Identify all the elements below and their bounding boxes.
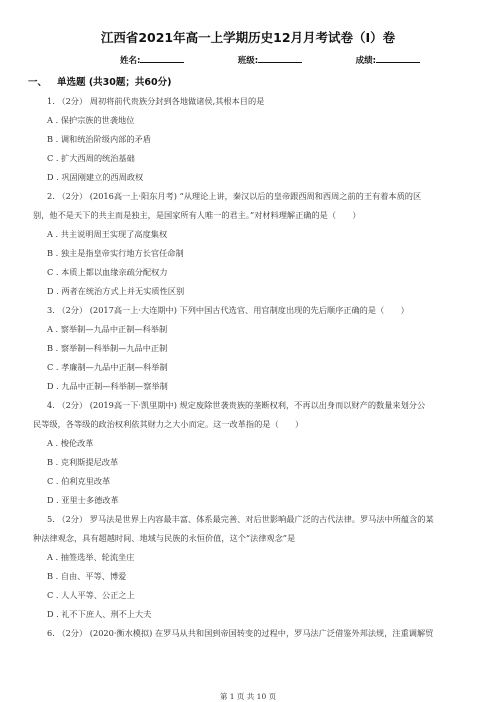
option-line: B . 独主是指皇帝实行地方长官任命制 — [47, 248, 184, 258]
class-label: 班级: — [237, 56, 259, 66]
option-line: C . 本质上都以血缘亲疏分配权力 — [47, 267, 168, 277]
option-line: D . 九品中正制—科举制—察举制 — [47, 381, 168, 391]
option-line: B . 调和统治阶级内部的矛盾 — [47, 134, 151, 144]
student-info-row — [120, 54, 420, 66]
question-line: 民等级，各等级的政治权利依其财力之大小而定。这一改革指的是（ ） — [33, 419, 304, 429]
name-label: 姓名: — [120, 56, 141, 66]
question-line: 种法律观念，具有超越时间、地域与民族的永恒价值，这个“法律观念”是 — [33, 533, 296, 543]
option-line: B . 自由、平等、博爱 — [47, 571, 127, 581]
section-number: 一、 — [28, 77, 48, 88]
score-label: 成绩: — [355, 56, 376, 66]
question-line: 6. （2分） (2020·衡水模拟) 在罗马从共和国到帝国转变的过程中，罗马法广泛借鉴外邦法规，注重调解贸 — [47, 628, 434, 638]
option-line: C . 扩大西周的统治基础 — [47, 153, 135, 163]
option-line: A . 察举制—九品中正制—科举制 — [47, 324, 168, 334]
option-line: C . 孝廉制—九品中正制—科举制 — [47, 362, 168, 372]
option-line: D . 巩固刚建立的西周政权 — [47, 172, 144, 182]
question-line: 3. （2分） (2017高一上·大连期中) 下列中国古代选官、用官制度出现的先后顺序正确的是（ ） — [47, 305, 409, 315]
option-line: A . 保护宗族的世袭地位 — [47, 115, 135, 125]
option-line: D . 礼不下庶人、刑不上大夫 — [47, 609, 152, 619]
question-line: 1. （2分） 周初将前代贵族分封到各地做诸侯,其根本目的是 — [47, 96, 265, 106]
option-line: C . 人人平等、公正之上 — [47, 590, 135, 600]
question-line: 别，他不是天下的共主而是独主，是国家所有人唯一的君主。”对材料理解正确的是（ ） — [33, 210, 361, 220]
option-line: B . 察举制—科举制—九品中正制 — [47, 343, 168, 353]
option-line: D . 亚里士多德改革 — [47, 495, 119, 505]
option-line: A . 梭伦改革 — [47, 438, 94, 448]
name-field — [120, 54, 184, 66]
option-line: D . 两者在统治方式上并无实质性区别 — [47, 286, 185, 296]
score-field — [356, 54, 420, 66]
section-heading — [28, 74, 181, 88]
section-title: 单选题 (共30题；共60分) — [57, 77, 172, 88]
question-line: 5. （2分） 罗马法是世界上内容最丰富、体系最完善、对后世影响最广泛的古代法律。罗马法中所蕴含的某 — [47, 514, 434, 524]
option-line: A . 共主说明周王实现了高度集权 — [47, 229, 168, 239]
option-line: A . 抽签选举、轮流坐庄 — [47, 552, 135, 562]
score-blank — [376, 54, 420, 63]
name-blank — [140, 54, 184, 63]
page-footer: 第 1 页 共 10 页 — [219, 692, 277, 701]
question-line: 2. （2分） (2016高一上·阳东月考) “从理论上讲，秦汉以后的皇帝跟西周和西周之前的王有着本质的区 — [47, 191, 422, 201]
class-blank — [258, 54, 302, 63]
exam-title: 江西省2021年高一上学期历史12月月考试卷（I）卷 — [100, 30, 396, 45]
class-field — [238, 54, 302, 66]
option-line: C . 伯利克里改革 — [47, 476, 111, 486]
question-line: 4. （2分） (2019高一下·凯里期中) 规定废除世袭贵族的垄断权利，不再以出身而以财产的数量来划分公 — [47, 400, 426, 410]
option-line: B . 克利斯提尼改革 — [47, 457, 119, 467]
